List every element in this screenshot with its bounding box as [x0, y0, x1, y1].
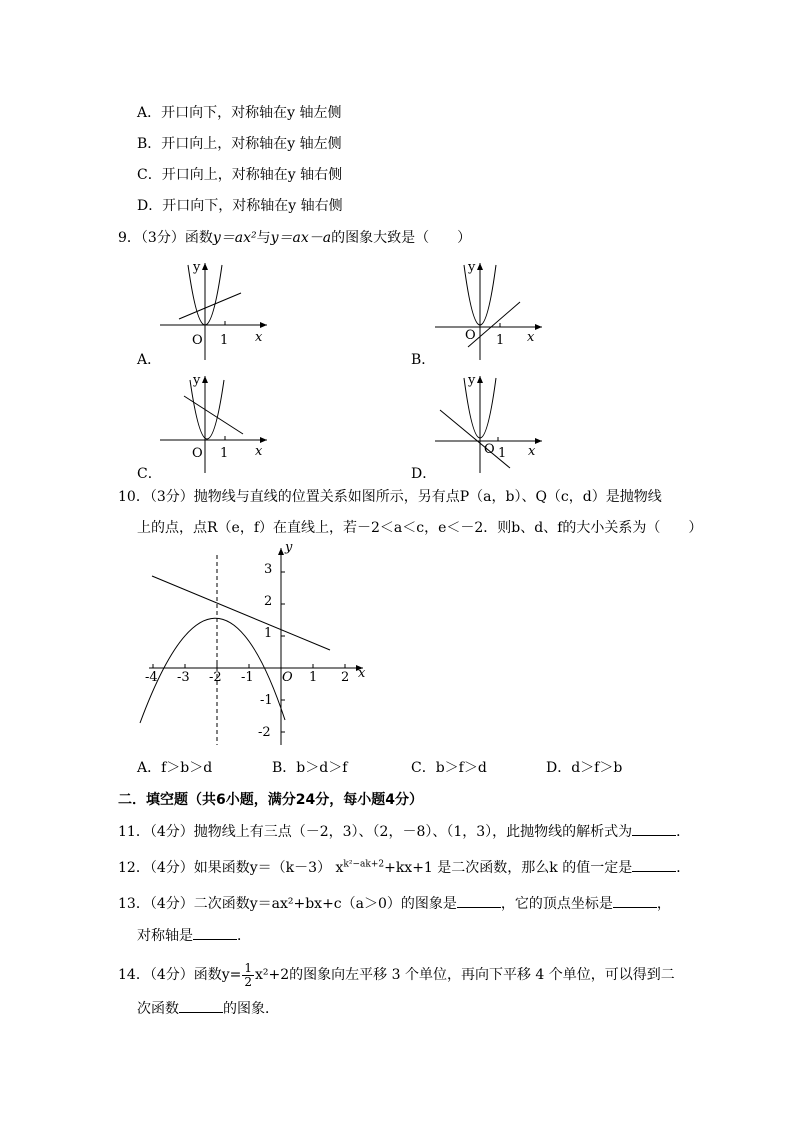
- q9a-origin-label: O: [192, 333, 203, 348]
- q9c-x-label: x: [255, 444, 263, 459]
- q10-option-a: A．f＞b＞d: [137, 760, 213, 776]
- q10-y-tick: -1: [260, 693, 273, 708]
- q10-y-tick: 3: [264, 562, 273, 577]
- q10-x-tick: -1: [241, 670, 254, 685]
- q9c-one-label: 1: [220, 446, 229, 461]
- q10-x-axis-label: x: [358, 666, 366, 681]
- q10-graph: [135, 540, 375, 750]
- q12-stem: 12．（4分）如果函数y＝（k－3） $x^{k^2-ak+2}+kx+1$ 是二次函数，那么k 的值一定是 ．: [118, 857, 690, 878]
- q9c-y-label: y: [193, 373, 201, 388]
- q13-stem-line1: 13．（4分）二次函数y＝ax²+bx+c（a＞0）的图象是 ，它的顶点坐标是 ，: [118, 893, 671, 914]
- q8-option-c: C．开口向上，对称轴在y 轴右侧: [137, 167, 343, 183]
- answer-blank[interactable]: [179, 998, 223, 1013]
- q10-option-b: B．b＞d＞f: [272, 760, 348, 776]
- q10-y-tick: 1: [264, 626, 273, 641]
- q11-stem: 11．（4分）抛物线上有三点（－2，3）、（2，－8）、（1，3），此抛物线的解析式为 ．: [118, 821, 690, 842]
- q9-choice-d-label: D．: [411, 466, 437, 482]
- q10-x-tick: -4: [145, 670, 158, 685]
- q9-graph-a: [155, 255, 275, 365]
- q10-option-d: D．d＞f＞b: [546, 760, 623, 776]
- q10-origin-label: O: [282, 670, 293, 685]
- answer-blank[interactable]: [193, 925, 237, 940]
- q10-stem-line1: 10．（3分）抛物线与直线的位置关系如图所示，另有点P（a，b）、Q（c，d）是抛物线: [118, 489, 662, 505]
- q10-y-axis-label: y: [285, 540, 293, 555]
- q9a-y-label: y: [193, 260, 201, 275]
- answer-blank[interactable]: [613, 893, 657, 908]
- q9-func-2: y＝ax－a: [270, 230, 332, 246]
- fraction-one-half: $\frac{1}{2}$: [244, 960, 253, 989]
- q9-graph-d: [430, 368, 550, 478]
- q10-y-tick: -2: [258, 725, 271, 740]
- q9-graph-c: [155, 368, 275, 478]
- q9b-y-label: y: [468, 260, 476, 275]
- q10-x-tick: -2: [209, 670, 222, 685]
- answer-blank[interactable]: [632, 857, 676, 872]
- q9d-y-label: y: [468, 373, 476, 388]
- q10-x-tick: 1: [309, 670, 318, 685]
- q8-option-d: D．开口向下，对称轴在y 轴右侧: [137, 198, 343, 214]
- q10-x-tick: -3: [177, 670, 190, 685]
- q8-option-a: A．开口向下，对称轴在y 轴左侧: [137, 105, 342, 121]
- q9-stem: 9．（3分）函数y＝ax²与y＝ax－a的图象大致是（ ）: [118, 230, 472, 246]
- q9b-origin-label: O: [465, 328, 476, 343]
- answer-blank[interactable]: [632, 821, 676, 836]
- q9d-origin-label: O: [484, 442, 495, 457]
- q9-graph-b: [430, 255, 550, 365]
- q13-stem-line2: 对称轴是 ．: [137, 925, 251, 946]
- q9-choice-c-label: C．: [137, 466, 162, 482]
- q9a-x-label: x: [255, 330, 263, 345]
- q9-func-1: y＝ax²: [212, 230, 257, 246]
- q9d-x-label: x: [528, 444, 536, 459]
- q9-choice-a-label: A．: [137, 352, 162, 368]
- q9b-one-label: 1: [496, 333, 505, 348]
- q9b-x-label: x: [527, 330, 535, 345]
- q10-stem-line2: 上的点，点R（e，f）在直线上，若－2＜a＜c，e＜－2．则b、d、f的大小关系为（ ）: [137, 520, 703, 536]
- q10-option-c: C．b＞f＞d: [411, 760, 487, 776]
- q9c-origin-label: O: [192, 446, 203, 461]
- section-heading-fill-in: 二．填空题（共6小题，满分24分，每小题4分）: [118, 792, 423, 808]
- q10-x-tick: 2: [341, 670, 350, 685]
- answer-blank[interactable]: [457, 893, 501, 908]
- q8-option-b: B．开口向上，对称轴在y 轴左侧: [137, 136, 342, 152]
- q9d-one-label: 1: [498, 446, 507, 461]
- q10-y-tick: 2: [264, 594, 273, 609]
- q9a-one-label: 1: [220, 333, 229, 348]
- q9-choice-b-label: B．: [411, 352, 436, 368]
- q14-stem-line2: 次函数 的图象．: [137, 998, 279, 1019]
- q14-stem-line1: 14．（4分）函数y= $\frac{1}{2}$ x²+2的图象向左平移 3 个单位，再向下平移 4 个单位，可以得到二: [118, 960, 675, 989]
